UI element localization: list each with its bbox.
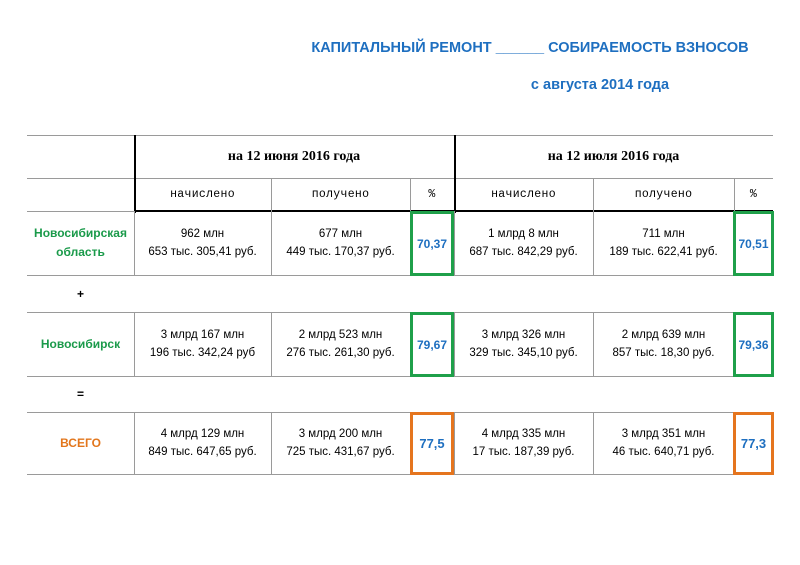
value-cell: [134, 211, 271, 275]
value-line: 4 млрд 335 млн: [481, 428, 566, 440]
value-line: 17 тыс. 187,39 руб.: [472, 446, 575, 458]
value-cell: [134, 412, 271, 474]
equals-operator: =: [76, 387, 84, 401]
column-header-received: получено: [634, 187, 693, 201]
value-line: 711 млн: [642, 228, 685, 240]
value-line: 196 тыс. 342,24 руб: [149, 347, 256, 359]
value-cell: [271, 412, 410, 474]
page-title: КАПИТАЛЬНЫЙ РЕМОНТ ______ СОБИРАЕМОСТЬ ВЗНОСОВ: [311, 40, 749, 56]
row-label-total: ВСЕГО: [60, 436, 101, 450]
value-line: 449 тыс. 170,37 руб.: [286, 246, 395, 258]
value-cell: [271, 211, 410, 275]
value-line: 46 тыс. 640,71 руб.: [612, 446, 715, 458]
value-line: 849 тыс. 647,65 руб.: [148, 446, 257, 458]
column-header-percent: %: [428, 187, 436, 201]
value-cell: [454, 211, 593, 275]
column-header-percent: %: [749, 187, 758, 201]
value-line: 857 тыс. 18,30 руб.: [612, 347, 715, 359]
value-cell: [593, 412, 734, 474]
period-header-june: на 12 июня 2016 года: [227, 148, 361, 164]
value-line: 1 млрд 8 млн: [488, 228, 559, 240]
table-border-bottom: [27, 474, 773, 475]
value-cell: [134, 312, 271, 376]
value-line: 3 млрд 326 млн: [481, 329, 566, 341]
value-cell: [593, 312, 734, 376]
value-line: 3 млрд 167 млн: [160, 329, 245, 341]
value-line: 2 млрд 523 млн: [298, 329, 383, 341]
value-line: 687 тыс. 842,29 руб.: [469, 246, 578, 258]
row-label-city: Новосибирск: [40, 337, 121, 351]
value-cell: [454, 412, 593, 474]
row-label-region: Новосибирская область: [34, 226, 127, 259]
column-header-charged: начислено: [491, 187, 556, 201]
value-line: 725 тыс. 431,67 руб.: [286, 446, 395, 458]
divider: [27, 376, 773, 377]
percent-badge: 79,67: [410, 312, 454, 377]
period-header-july: на 12 июля 2016 года: [547, 148, 680, 164]
value-cell: [454, 312, 593, 376]
percent-badge: 77,3: [733, 412, 774, 475]
value-line: 3 млрд 200 млн: [298, 428, 383, 440]
value-line: 276 тыс. 261,30 руб.: [286, 347, 395, 359]
value-line: 4 млрд 129 млн: [160, 428, 245, 440]
value-cell: [271, 312, 410, 376]
value-line: 962 млн: [180, 228, 225, 240]
column-header-charged: начислено: [170, 187, 235, 201]
percent-badge: 77,5: [410, 412, 454, 475]
plus-operator: +: [76, 287, 84, 301]
percent-badge: 79,36: [733, 312, 774, 377]
percent-badge: 70,51: [733, 211, 774, 276]
value-line: 2 млрд 639 млн: [621, 329, 706, 341]
page-subtitle: с августа 2014 года: [530, 77, 670, 93]
value-line: 3 млрд 351 млн: [621, 428, 706, 440]
column-header-received: получено: [311, 187, 370, 201]
value-line: 329 тыс. 345,10 руб.: [469, 347, 578, 359]
value-line: 677 млн: [318, 228, 363, 240]
value-cell: [593, 211, 734, 275]
divider: [27, 275, 773, 276]
value-line: 653 тыс. 305,41 руб.: [148, 246, 257, 258]
value-line: 189 тыс. 622,41 руб.: [609, 246, 718, 258]
percent-badge: 70,37: [410, 211, 454, 276]
